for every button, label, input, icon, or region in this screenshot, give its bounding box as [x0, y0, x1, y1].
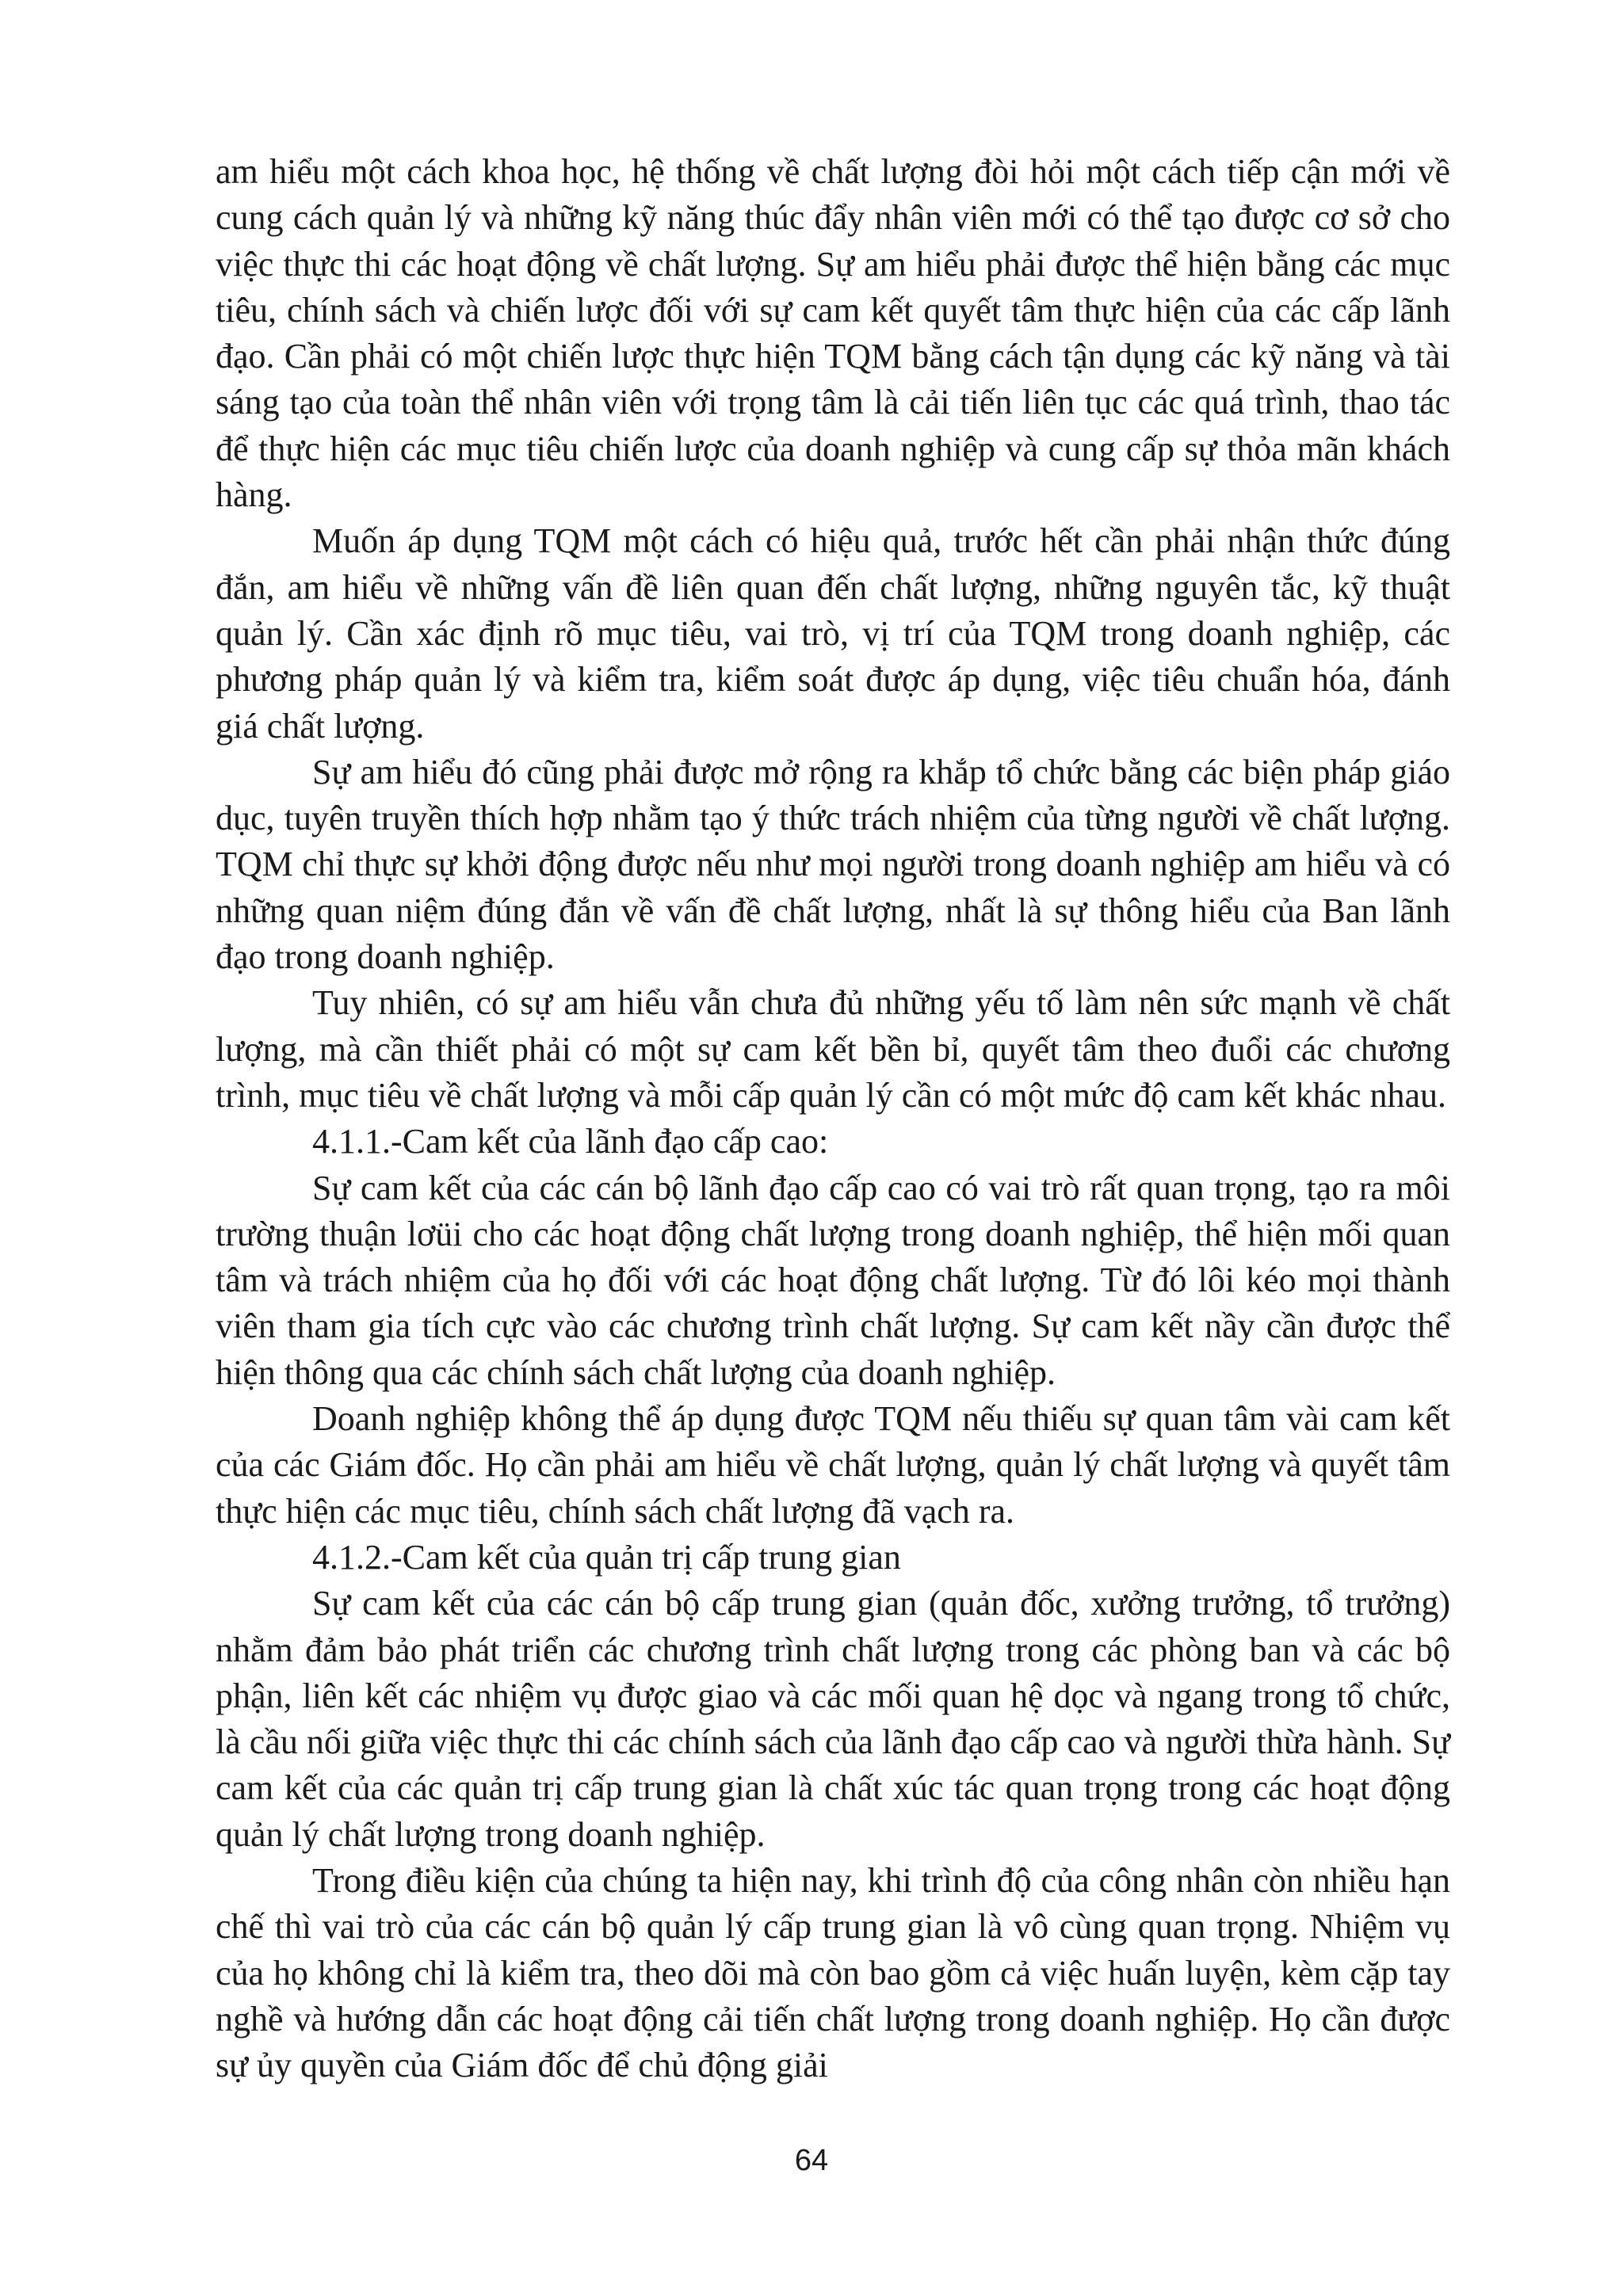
paragraph: Sự cam kết của các cán bộ lãnh đạo cấp cao có vai trò rất quan trọng, tạo ra môi trường thuận lơüi cho các hoạt động chất lượng trong doanh nghiệp, thể hiện mối quan tâm và trách nhiệm của họ đối với các hoạt động chất lượng. Từ đó lôi kéo mọi thành viên tham gia tích cực vào các chương trình chất lượng. Sự cam kết nầy cần được thể hiện thông qua các chính sách chất lượng của doanh nghiệp.	[216, 1168, 1450, 1392]
paragraph: am hiểu một cách khoa học, hệ thống về chất lượng đòi hỏi một cách tiếp cận mới về cung cách quản lý và những kỹ năng thúc đẩy nhân viên mới có thể tạo được cơ sở cho việc thực thi các hoạt động về chất lượng. Sự am hiểu phải được thể hiện bằng các mục tiêu, chính sách và chiến lược đối với sự cam kết quyết tâm thực hiện của các cấp lãnh đạo. Cần phải có một chiến lược thực hiện TQM bằng cách tận dụng các kỹ năng và tài sáng tạo của toàn thể nhân viên với trọng tâm là cải tiến liên tục các quá trình, thao tác để thực hiện các mục tiêu chiến lược của doanh nghiệp và cung cấp sự thỏa mãn khách hàng.	[216, 152, 1450, 515]
paragraph: Trong điều kiện của chúng ta hiện nay, khi trình độ của công nhân còn nhiều hạn chế thì vai trò của các cán bộ quản lý cấp trung gian là vô cùng quan trọng. Nhiệm vụ của họ không chỉ là kiểm tra, theo dõi mà còn bao gồm cả việc huấn luyện, kèm cặp tay nghề và hướng dẫn các hoạt động cải tiến chất lượng trong doanh nghiệp. Họ cần được sự ủy quyền của Giám đốc để chủ động giải	[216, 1860, 1450, 2085]
paragraph: Sự cam kết của các cán bộ cấp trung gian (quản đốc, xưởng trưởng, tổ trưởng) nhằm đảm bảo phát triển các chương trình chất lượng trong các phòng ban và các bộ phận, liên kết các nhiệm vụ được giao và các mối quan hệ dọc và ngang trong tổ chức, là cầu nối giữa việc thực thi các chính sách của lãnh đạo cấp cao và người thừa hành. Sự cam kết của các quản trị cấp trung gian là chất xúc tác quan trọng trong các hoạt động quản lý chất lượng trong doanh nghiệp.	[216, 1584, 1450, 1854]
body-text	[216, 149, 1450, 2088]
page-number: 64	[794, 2144, 829, 2177]
section-heading: 4.1.1.-Cam kết của lãnh đạo cấp cao:	[312, 1122, 829, 1161]
paragraph: Tuy nhiên, có sự am hiểu vẫn chưa đủ những yếu tố làm nên sức mạnh về chất lượng, mà cần thiết phải có một sự cam kết bền bỉ, quyết tâm theo đuổi các chương trình, mục tiêu về chất lượng và mỗi cấp quản lý cần có một mức độ cam kết khác nhau.	[216, 983, 1450, 1115]
paragraph: Doanh nghiệp không thể áp dụng được TQM nếu thiếu sự quan tâm vài cam kết của các Giám đốc. Họ cần phải am hiểu về chất lượng, quản lý chất lượng và quyết tâm thực hiện các mục tiêu, chính sách chất lượng đã vạch ra.	[216, 1399, 1450, 1531]
section-heading: 4.1.2.-Cam kết của quản trị cấp trung gian	[312, 1537, 901, 1577]
paragraph: Sự am hiểu đó cũng phải được mở rộng ra khắp tổ chức bằng các biện pháp giáo dục, tuyên truyền thích hợp nhằm tạo ý thức trách nhiệm của từng người về chất lượng. TQM chỉ thực sự khởi động được nếu như mọi người trong doanh nghiệp am hiểu và có những quan niệm đúng đắn về vấn đề chất lượng, nhất là sự thông hiểu của Ban lãnh đạo trong doanh nghiệp.	[216, 752, 1450, 977]
paragraph: Muốn áp dụng TQM một cách có hiệu quả, trước hết cần phải nhận thức đúng đắn, am hiểu về những vấn đề liên quan đến chất lượng, những nguyên tắc, kỹ thuật quản lý. Cần xác định rõ mục tiêu, vai trò, vị trí của TQM trong doanh nghiệp, các phương pháp quản lý và kiểm tra, kiểm soát được áp dụng, việc tiêu chuẩn hóa, đánh giá chất lượng.	[216, 521, 1450, 746]
